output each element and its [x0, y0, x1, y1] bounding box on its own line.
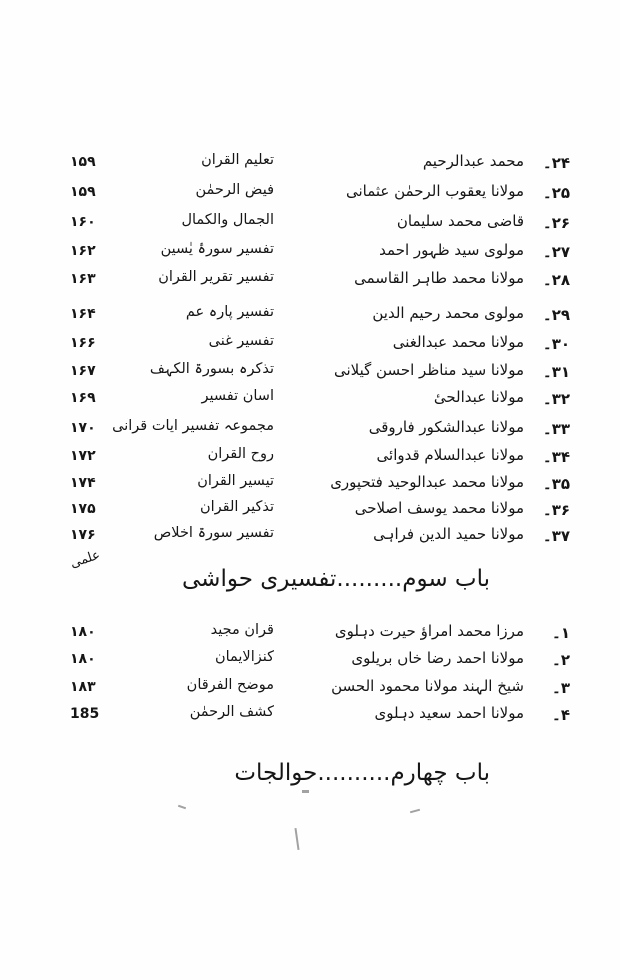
entry-author: شیخ الہند مولانا محمود الحسن	[331, 677, 524, 695]
entry-number: ۲۸۔	[542, 271, 570, 289]
toc-entry	[0, 388, 620, 416]
entry-work-title: تفسیر سورۃ اخلاص	[153, 525, 274, 541]
entry-page-number: ۱۶۳	[70, 271, 96, 287]
entry-page-number: ۱۷۵	[70, 501, 96, 517]
entry-work-title: موضح الفرقان	[186, 677, 274, 693]
entry-page-number: ۱۶۰	[70, 214, 96, 230]
entry-author: مرزا محمد امراؤ حیرت دہلوی	[334, 622, 524, 640]
toc-entry	[0, 499, 620, 527]
entry-author: قاضی محمد سلیمان	[396, 212, 524, 230]
entry-work-title: کشف الرحمٰن	[189, 704, 274, 720]
chapter-4-heading: باب چھارم..........حوالجات	[234, 760, 490, 786]
entry-author: مولانا عبدالسلام قدوائی	[376, 446, 524, 464]
entry-work-title: تیسیر القرآن	[197, 473, 274, 489]
entry-author: محمد عبدالرحیم	[422, 152, 524, 170]
entry-author: مولانا محمد طاہر القاسمی	[354, 269, 524, 287]
scan-smudge	[302, 790, 309, 793]
entry-author: مولانا محمد عبدالوحید فتحپوری	[330, 473, 524, 491]
toc-entry	[0, 241, 620, 269]
entry-author: مولوی سید ظہور احمد	[379, 241, 524, 259]
entry-page-number: ۱۵۹	[70, 184, 96, 200]
entry-author: مولانا حمید الدین فراہی	[373, 525, 524, 543]
toc-entry	[0, 269, 620, 297]
entry-author: مولانا عبدالشکور فاروقی	[368, 418, 524, 436]
entry-work-title: تذکرہ بسورۃ الکہف	[149, 361, 274, 377]
entry-page-number: ۱۵۹	[70, 154, 96, 170]
entry-page-number: ۱۶۷	[70, 363, 96, 379]
entry-author: مولانا عبدالحیٔ	[433, 388, 524, 406]
entry-page-number: ۱۸۰	[70, 624, 96, 640]
toc-entry	[0, 677, 620, 705]
entry-number: ۲۹۔	[542, 306, 570, 324]
entry-author: مولوی محمد رحیم الدین	[372, 304, 524, 322]
entry-page-number: ۱۸۰	[70, 651, 96, 667]
toc-entry	[0, 212, 620, 240]
entry-author: مولانا محمد عبدالغنی	[392, 333, 524, 351]
entry-author: مولانا یعقوب الرحمٰن عثمانی	[345, 182, 524, 200]
entry-page-number: ۱۶۹	[70, 390, 96, 406]
entry-number: ۲۷۔	[542, 243, 570, 261]
entry-author: مولانا احمد سعید دہلوی	[374, 704, 524, 722]
toc-entry	[0, 446, 620, 474]
toc-entry	[0, 649, 620, 677]
entry-page-number: ۱۷۰	[70, 420, 96, 436]
entry-author: مولانا احمد رضا خاں بریلوی	[351, 649, 524, 667]
entry-number: ۳۔	[552, 679, 570, 697]
entry-page-number: ۱۷۴	[70, 475, 96, 491]
entry-author: مولانا سید مناظر احسن گیلانی	[333, 361, 524, 379]
toc-entry	[0, 361, 620, 389]
entry-page-number: ۱۷۶	[70, 527, 96, 543]
entry-page-number: ۱۷۲	[70, 448, 96, 464]
entry-work-title: روح القرآن	[207, 446, 274, 462]
entry-work-title: مجموعہ تفسیر آیات قرآنی	[112, 418, 274, 434]
entry-work-title: کنزالایمان	[214, 649, 274, 665]
entry-number: ۲۔	[552, 651, 570, 669]
entry-work-title: الجمال والکمال	[181, 212, 274, 228]
entry-work-title: تفسیر غنی	[208, 333, 274, 349]
entry-number: ۲۵۔	[542, 184, 570, 202]
entry-number: ۳۶۔	[542, 501, 570, 519]
entry-work-title: تفسیر سورۂ یٰسین	[160, 241, 274, 257]
entry-work-title: فیض الرحمٰن	[195, 182, 274, 198]
entry-work-title: تعلیم القرآن	[201, 152, 274, 168]
toc-entry	[0, 622, 620, 650]
entry-number: ۳۴۔	[542, 448, 570, 466]
toc-entry	[0, 473, 620, 501]
toc-entry	[0, 704, 620, 732]
entry-number: ۳۲۔	[542, 390, 570, 408]
entry-page-number: ۱۶۶	[70, 335, 96, 351]
entry-page-number: 185	[70, 706, 100, 722]
entry-number: ۳۳۔	[542, 420, 570, 438]
entry-number: ۳۵۔	[542, 475, 570, 493]
entry-number: ۲۶۔	[542, 214, 570, 232]
entry-page-number: ۱۶۲	[70, 243, 96, 259]
toc-entry	[0, 333, 620, 361]
entry-work-title: تفسیر پارہ عم	[185, 304, 274, 320]
toc-entry	[0, 182, 620, 210]
entry-number: ۲۴۔	[542, 154, 570, 172]
entry-page-number: ۱۶۴	[70, 306, 96, 322]
entry-number: ۳۷۔	[542, 527, 570, 545]
entry-page-number: ۱۸۳	[70, 679, 96, 695]
toc-entry	[0, 152, 620, 180]
entry-number: ۳۱۔	[542, 363, 570, 381]
entry-work-title: تفسیر تقریر القرآن	[158, 269, 274, 285]
entry-work-title: آسان تفسیر	[201, 388, 274, 404]
entry-number: ۱۔	[552, 624, 570, 642]
entry-author: مولانا محمد یوسف اصلاحی	[354, 499, 524, 517]
toc-entry	[0, 418, 620, 446]
entry-number: ۴۔	[552, 706, 570, 724]
entry-number: ۳۰۔	[542, 335, 570, 353]
entry-work-title: تذکیر القرآن	[200, 499, 274, 515]
chapter-3-heading: باب سوم.........تفسیری حواشی	[182, 566, 490, 592]
handwritten-margin-note: علمی	[68, 547, 102, 572]
toc-entry	[0, 304, 620, 332]
entry-work-title: قرآن مجید	[210, 622, 274, 638]
